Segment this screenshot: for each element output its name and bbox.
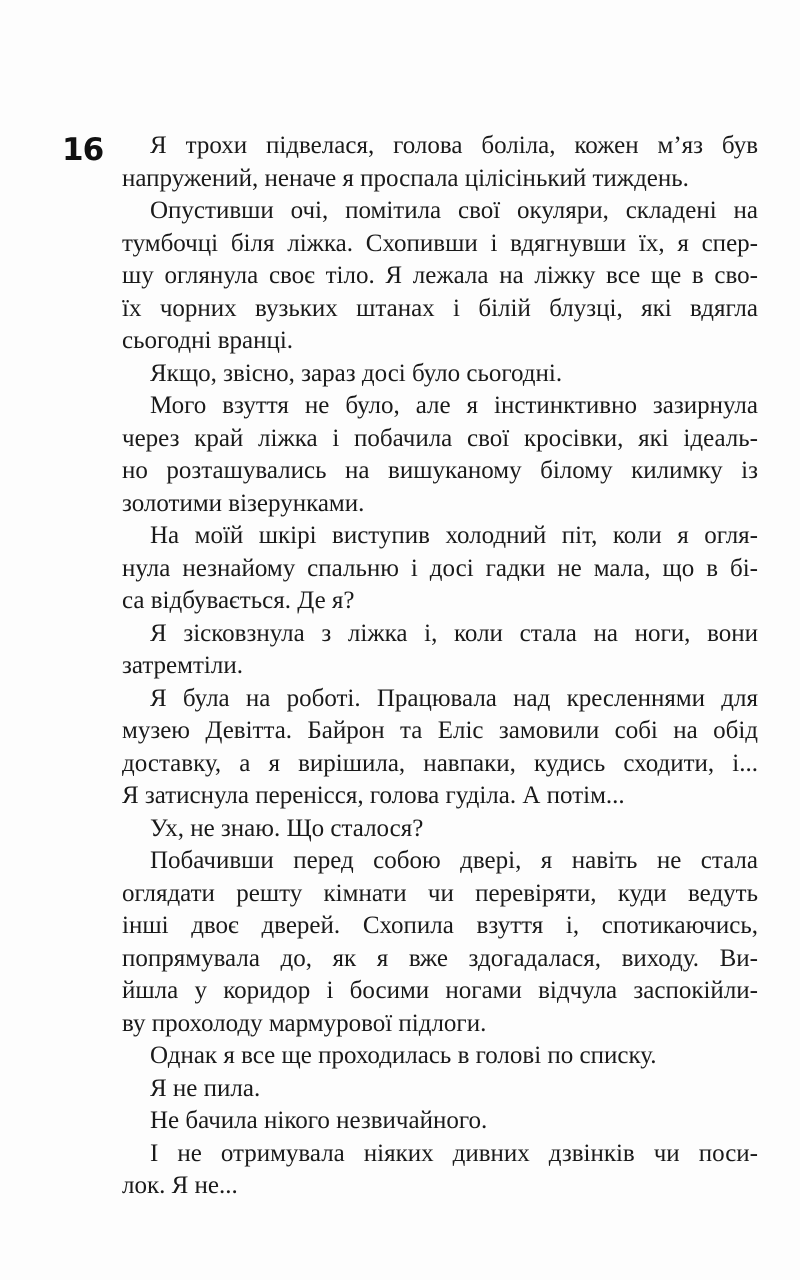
text-line: шу оглянула своє тіло. Я лежала на ліжку все ще в сво- <box>122 262 758 289</box>
text-line: золотими візерунками. <box>122 489 365 517</box>
text-line: лок. Я не... <box>122 1172 238 1199</box>
body-text <box>122 130 758 1203</box>
text-line: Однак я все ще проходилась в голові по списку. <box>150 1042 657 1069</box>
text-line: Якщо, звісно, зараз досі було сьогодні. <box>150 359 563 387</box>
text-line: На моїй шкірі виступив холодний піт, коли я огля- <box>150 522 758 549</box>
text-line: Ух, не знаю. Що сталося? <box>150 814 424 842</box>
text-line: сьогодні вранці. <box>122 327 294 354</box>
page-number: 16 <box>62 132 104 168</box>
text-line: через край ліжка і побачила свої кросівки, які ідеаль- <box>122 424 758 452</box>
text-line: напружений, неначе я проспала цілісінький тиждень. <box>122 164 689 192</box>
text-line: Мого взуття не було, але я інстинктивно зазирнула <box>150 392 758 419</box>
text-line: їх чорних вузьких штанах і білій блузці, які вдягла <box>122 294 758 322</box>
text-line: Я зісковзнула з ліжка і, коли стала на ноги, вони <box>150 619 758 647</box>
text-line: Я не пила. <box>150 1074 261 1102</box>
text-line: затремтіли. <box>122 652 243 679</box>
text-line: І не отримувала ніяких дивних дзвінків чи поси- <box>150 1139 758 1167</box>
text-line: но розташувались на вишуканому білому килимку із <box>122 457 758 484</box>
text-line: Опустивши очі, помітила свої окуляри, складені на <box>150 197 758 224</box>
text-line: попрямувала до, як я вже здогадалася, виходу. Ви- <box>122 944 758 972</box>
text-line: Я трохи підвелася, голова боліла, кожен м’яз був <box>150 132 758 159</box>
text-line: інші двоє дверей. Схопила взуття і, спотикаючись, <box>122 912 758 939</box>
text-line: Я затиснула перенісся, голова гуділа. А потім... <box>122 782 625 809</box>
text-line: доставку, а я вирішила, навпаки, кудись сходити, і... <box>122 749 758 777</box>
text-line: оглядати решту кімнати чи перевіряти, куди ведуть <box>122 879 758 907</box>
text-line: музею Девітта. Байрон та Еліс замовили собі на обід <box>122 717 758 744</box>
text-line: ву прохолоду мармурової підлоги. <box>122 1009 487 1037</box>
text-line: нула незнайому спальню і досі гадки не мала, що в бі- <box>122 554 758 582</box>
text-line: Не бачила нікого незвичайного. <box>150 1107 488 1134</box>
text-line: Я була на роботі. Працювала над кресленнями для <box>150 684 758 712</box>
text-line: йшла у коридор і босими ногами відчула заспокійли- <box>122 977 758 1004</box>
text-line: Побачивши перед собою двері, я навіть не стала <box>150 847 758 874</box>
text-line: са відбувається. Де я? <box>122 587 355 614</box>
text-line: тумбочці біля ліжка. Схопивши і вдягнувши їх, я спер- <box>122 229 758 257</box>
